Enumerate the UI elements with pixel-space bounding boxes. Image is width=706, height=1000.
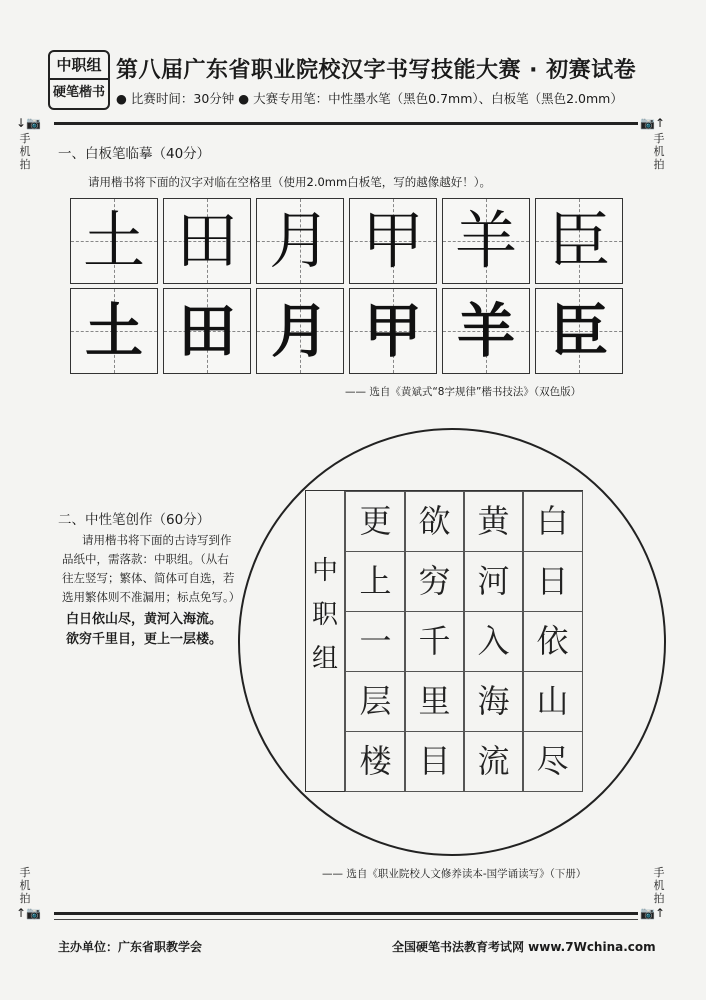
poem-char: 依 bbox=[522, 611, 583, 672]
poem-char: 更 bbox=[345, 491, 406, 552]
char-cell bbox=[256, 288, 344, 374]
template-char: 田 bbox=[175, 204, 238, 277]
camera-icon: 📷↑ bbox=[640, 906, 665, 920]
section1-source: —— 选自《黄斌式“8字规律”楷书技法》（双色版） bbox=[345, 386, 582, 398]
char-cell bbox=[535, 198, 623, 284]
template-char: 臣 bbox=[547, 204, 610, 277]
bottom-rule-thin bbox=[54, 919, 638, 920]
organizer: 主办单位：广东省职教学会 bbox=[58, 940, 203, 954]
char-cell bbox=[70, 198, 158, 284]
category-label: 硬笔楷书 bbox=[52, 85, 105, 100]
template-char: 土 bbox=[82, 204, 145, 277]
section1-title: 一、白板笔临摹（40分） bbox=[58, 146, 211, 162]
poem-char: 目 bbox=[404, 731, 465, 792]
section2-instruction-4: 选用繁体则不准漏用；标点免写。） bbox=[62, 590, 241, 604]
poem-char: 入 bbox=[463, 611, 524, 672]
signature-column bbox=[306, 491, 345, 791]
exam-info: ● 比赛时间：30分钟 ● 大赛专用笔：中性墨水笔（黑色0.7mm）、白板笔（黑色2.0mm） bbox=[116, 91, 623, 106]
poem-char: 白 bbox=[522, 491, 583, 552]
char-cell bbox=[349, 288, 437, 374]
poem-writing-grid bbox=[305, 490, 583, 792]
phone-shot-label: 手机拍 bbox=[19, 132, 31, 171]
poem-line-2: 欲穷千里目，更上一层楼。 bbox=[66, 632, 223, 647]
poem-char: 千 bbox=[404, 611, 465, 672]
char-cell bbox=[163, 198, 251, 284]
char-cell bbox=[442, 198, 530, 284]
template-char: 土 bbox=[84, 297, 143, 365]
signature-char: 组 bbox=[311, 644, 338, 674]
char-cell bbox=[535, 288, 623, 374]
signature-char: 职 bbox=[311, 600, 338, 630]
poem-char: 里 bbox=[404, 671, 465, 732]
char-cell bbox=[349, 198, 437, 284]
poem-char: 海 bbox=[463, 671, 524, 732]
section2-instruction-2: 品纸中，需落款：中职组。（从右 bbox=[62, 552, 229, 566]
top-rule bbox=[54, 122, 638, 125]
section1-instruction: 请用楷书将下面的汉字对临在空格里（使用2.0mm白板笔，写的越像越好！）。 bbox=[88, 175, 491, 189]
poem-char: 河 bbox=[463, 551, 524, 612]
template-char: 甲 bbox=[363, 297, 422, 365]
char-cell bbox=[70, 288, 158, 374]
phone-shot-label: 手机拍 bbox=[653, 866, 665, 905]
group-label: 中职组 bbox=[50, 52, 108, 80]
group-badge bbox=[48, 50, 110, 110]
section2-instruction-3: 往左竖写；繁体、简体可自选，若 bbox=[62, 571, 235, 585]
poem-char: 黄 bbox=[463, 491, 524, 552]
template-char: 甲 bbox=[361, 204, 424, 277]
template-char: 月 bbox=[268, 204, 331, 277]
template-char: 月 bbox=[270, 297, 329, 365]
section2-title: 二、中性笔创作（60分） bbox=[58, 512, 211, 528]
poem-char: 一 bbox=[345, 611, 406, 672]
camera-icon: 📷↑ bbox=[640, 116, 665, 130]
poem-char: 楼 bbox=[345, 731, 406, 792]
template-char: 羊 bbox=[454, 204, 517, 277]
char-cell bbox=[256, 198, 344, 284]
section2-instruction-1: 请用楷书将下面的古诗写到作 bbox=[82, 533, 232, 547]
template-char: 臣 bbox=[549, 297, 608, 365]
poem-char: 上 bbox=[345, 551, 406, 612]
page-title: 第八届广东省职业院校汉字书写技能大赛 · 初赛试卷 bbox=[116, 58, 637, 83]
poem-line-1: 白日依山尽，黄河入海流。 bbox=[66, 612, 223, 627]
char-cell bbox=[442, 288, 530, 374]
poem-char: 尽 bbox=[522, 731, 583, 792]
template-char: 羊 bbox=[456, 297, 515, 365]
poem-char: 山 bbox=[522, 671, 583, 732]
phone-shot-label: 手机拍 bbox=[653, 132, 665, 171]
poem-char: 穷 bbox=[404, 551, 465, 612]
poem-char: 流 bbox=[463, 731, 524, 792]
website: 全国硬笔书法教育考试网 www.7Wchina.com bbox=[392, 940, 656, 954]
poem-char: 欲 bbox=[404, 491, 465, 552]
section2-source: —— 选自《职业院校人文修养读本-国学诵读写》（下册） bbox=[322, 868, 587, 880]
camera-icon: ↓📷 bbox=[16, 116, 41, 130]
poem-char: 日 bbox=[522, 551, 583, 612]
poem-char: 层 bbox=[345, 671, 406, 732]
camera-icon: ↑📷 bbox=[16, 906, 41, 920]
char-cell bbox=[163, 288, 251, 374]
signature-char: 中 bbox=[311, 556, 338, 586]
phone-shot-label: 手机拍 bbox=[19, 866, 31, 905]
template-char: 田 bbox=[177, 297, 236, 365]
bottom-rule bbox=[54, 912, 638, 915]
